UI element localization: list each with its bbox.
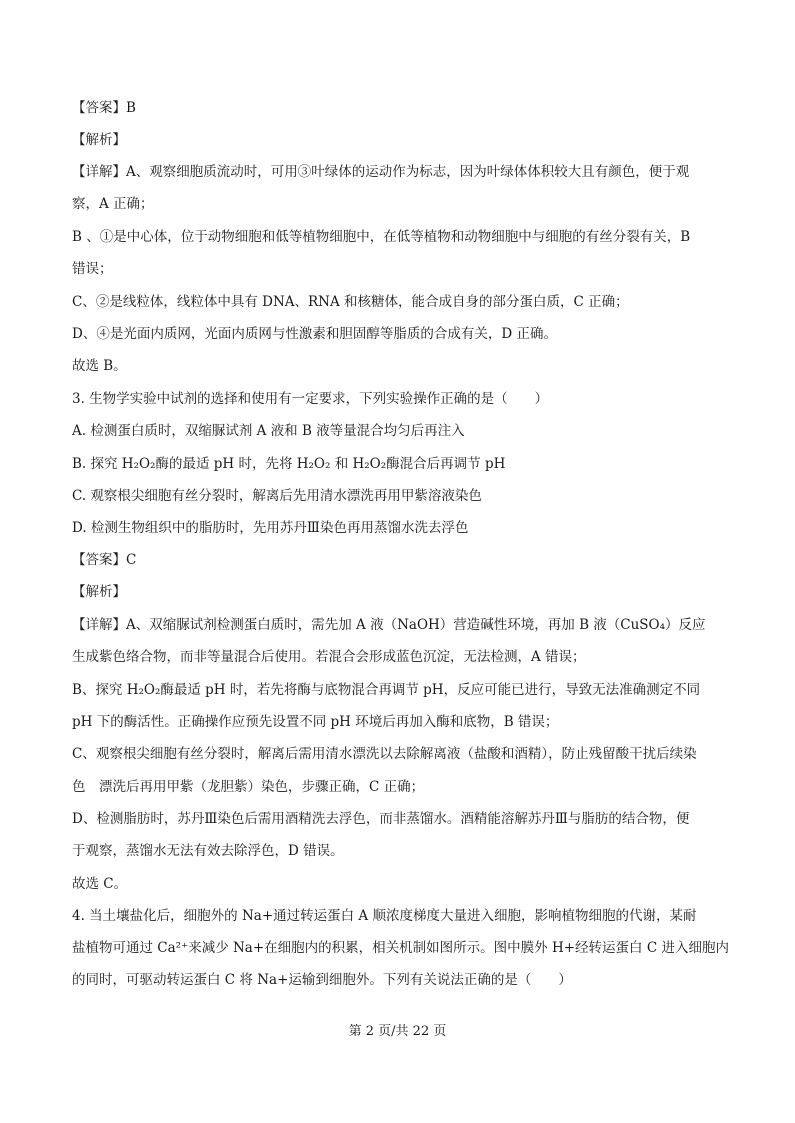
q2-conclusion: 故选 B。 xyxy=(72,358,127,374)
q2-option-b-line-2: 错误； xyxy=(72,261,113,277)
q4-stem-line-3: 的同时，可驱动转运蛋白 C 将 Na+运输到细胞外。下列有关说法正确的是（ ） xyxy=(72,972,572,988)
q3-detail-a-line-2: 生成紫色络合物，而非等量混合后使用。若混合会形成蓝色沉淀，无法检测，A 错误； xyxy=(72,649,586,665)
q2-option-b-line-1: B 、①是中心体，位于动物细胞和低等植物细胞中，在低等植物和动物细胞中与细胞的有丝分裂有关，B xyxy=(72,229,691,245)
q2-answer: 【答案】B xyxy=(72,100,136,116)
q3-detail-a-line-1: 【详解】A、双缩脲试剂检测蛋白质时，需先加 A 液（NaOH）营造碱性环境，再加 B 液（CuSO₄）反应 xyxy=(72,617,706,633)
q3-option-c: C. 观察根尖细胞有丝分裂时，解离后先用清水漂洗再用甲紫溶液染色 xyxy=(72,488,482,504)
q3-option-d: D. 检测生物组织中的脂肪时，先用苏丹Ⅲ染色再用蒸馏水洗去浮色 xyxy=(72,520,469,536)
q3-detail-d-line-2: 于观察，蒸馏水无法有效去除浮色，D 错误。 xyxy=(72,843,344,859)
q3-answer: 【答案】C xyxy=(72,552,137,568)
q4-stem-line-1: 4. 当土壤盐化后，细胞外的 Na+通过转运蛋白 A 顺浓度梯度大量进入细胞，影响植物细胞的代谢，某耐 xyxy=(72,908,697,924)
q2-analysis-heading: 【解析】 xyxy=(72,132,126,148)
q2-option-c: C、②是线粒体，线粒体中具有 DNA、RNA 和核糖体，能合成自身的部分蛋白质，C 正确； xyxy=(72,294,629,310)
page-footer: 第 2 页/共 22 页 xyxy=(348,1024,447,1039)
q2-option-d: D、④是光面内质网，光面内质网与性激素和胆固醇等脂质的合成有关，D 正确。 xyxy=(72,326,557,342)
q4-stem-line-2: 盐植物可通过 Ca²⁺来减少 Na+在细胞内的积累，相关机制如图所示。图中膜外 H+经转运蛋白 C 进入细胞内 xyxy=(72,940,729,956)
q3-conclusion: 故选 C。 xyxy=(72,876,128,892)
q2-detail-line-1: 【详解】A、观察细胞质流动时，可用③叶绿体的运动作为标志，因为叶绿体体积较大且有颜色，便于观 xyxy=(72,164,690,180)
q3-detail-b-line-1: B、探究 H₂O₂酶最适 pH 时，若先将酶与底物混合再调节 pH，反应可能已进行，导致无法准确测定不同 xyxy=(72,682,701,698)
q3-detail-d-line-1: D、检测脂肪时，苏丹Ⅲ染色后需用酒精洗去浮色，而非蒸馏水。酒精能溶解苏丹Ⅲ与脂肪的结合物，便 xyxy=(72,811,690,827)
q2-detail-line-2: 察，A 正确； xyxy=(72,196,154,212)
q3-option-b: B. 探究 H₂O₂酶的最适 pH 时，先将 H₂O₂ 和 H₂O₂酶混合后再调节 pH xyxy=(72,456,506,472)
q3-option-a: A. 检测蛋白质时，双缩脲试剂 A 液和 B 液等量混合均匀后再注入 xyxy=(72,423,465,439)
q3-stem: 3. 生物学实验中试剂的选择和使用有一定要求，下列实验操作正确的是（ ） xyxy=(72,391,549,407)
q3-analysis-heading: 【解析】 xyxy=(72,584,126,600)
q3-detail-c-line-1: C、观察根尖细胞有丝分裂时，解离后需用清水漂洗以去除解离液（盐酸和酒精），防止残留酸干扰后续染 xyxy=(72,746,697,762)
q3-detail-c-line-2: 色 漂洗后再用甲紫（龙胆紫）染色，步骤正确，C 正确； xyxy=(72,779,425,795)
q3-detail-b-line-2: pH 下的酶活性。正确操作应预先设置不同 pH 环境后再加入酶和底物，B 错误； xyxy=(72,714,559,730)
